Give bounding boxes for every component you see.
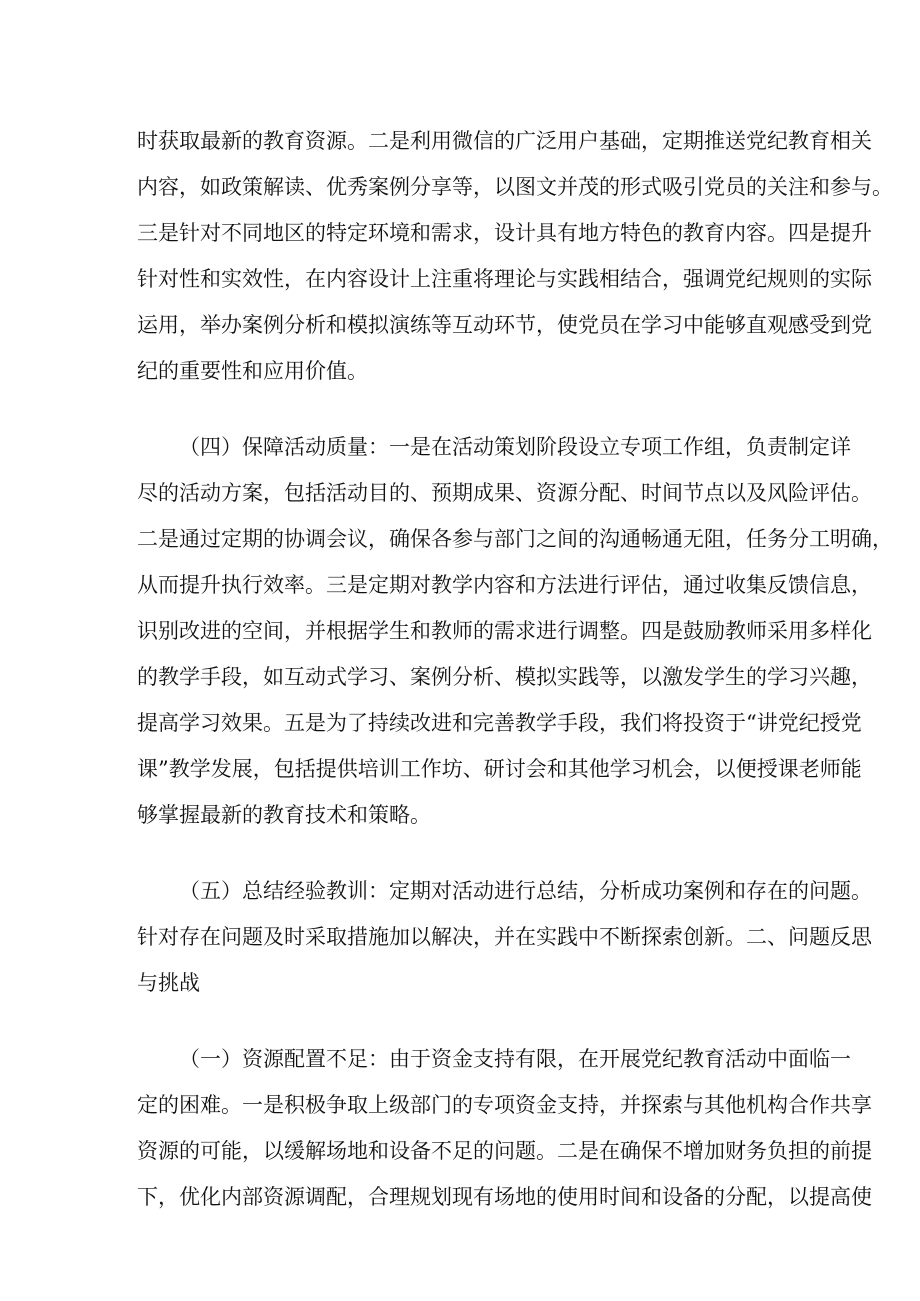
paragraph-resource-allocation [137, 1036, 872, 1220]
paragraph-gap [137, 838, 785, 868]
text-line: 提高学习效果。五是为了持续改进和完善教学手段，我们将投资于“讲党纪授党 [137, 711, 862, 735]
text-line: 尽的活动方案，包括活动目的、预期成果、资源分配、时间节点以及风险评估。 [137, 481, 872, 505]
text-line: 运用，举办案例分析和模拟演练等互动环节，使党员在学习中能够直观感受到党 [137, 313, 872, 337]
text-line: 纪的重要性和应用价值。 [137, 359, 368, 383]
document-body [137, 118, 893, 1220]
paragraph-activity-quality [137, 424, 893, 838]
text-line: 二是通过定期的协调会议，确保各参与部门之间的沟通畅通无阻，任务分工明确， [137, 527, 893, 551]
text-line: 时获取最新的教育资源。二是利用微信的广泛用户基础，定期推送党纪教育相关 [137, 129, 872, 153]
text-line: 针对存在问题及时采取措施加以解决，并在实践中不断探索创新。二、问题反思 [137, 925, 872, 949]
text-line: 够掌握最新的教育技术和策略。 [137, 803, 431, 827]
paragraph-education-resources [137, 118, 893, 394]
paragraph-gap [137, 1006, 785, 1036]
text-line: （四）保障活动质量：一是在活动策划阶段设立专项工作组，负责制定详 [179, 435, 851, 459]
paragraph-summary-lessons [137, 868, 872, 1006]
paragraph-gap [137, 394, 785, 424]
text-line: 定的困难。一是积极争取上级部门的专项资金支持，并探索与其他机构合作共享 [137, 1093, 872, 1117]
text-line: 下，优化内部资源调配，合理规划现有场地的使用时间和设备的分配，以提高使 [137, 1185, 872, 1209]
text-line: 与挑战 [137, 971, 200, 995]
text-line: 从而提升执行效率。三是定期对教学内容和方法进行评估，通过收集反馈信息， [137, 573, 872, 597]
text-line: （五）总结经验教训：定期对活动进行总结，分析成功案例和存在的问题。 [179, 879, 872, 903]
text-line: 三是针对不同地区的特定环境和需求，设计具有地方特色的教育内容。四是提升 [137, 221, 872, 245]
text-line: 针对性和实效性，在内容设计上注重将理论与实践相结合，强调党纪规则的实际 [137, 267, 872, 291]
text-line: 资源的可能，以缓解场地和设备不足的问题。二是在确保不增加财务负担的前提 [137, 1139, 872, 1163]
text-line: 课”教学发展，包括提供培训工作坊、研讨会和其他学习机会，以便授课老师能 [137, 757, 862, 781]
text-line: 内容，如政策解读、优秀案例分享等，以图文并茂的形式吸引党员的关注和参与。 [137, 175, 893, 199]
text-line: （一）资源配置不足：由于资金支持有限，在开展党纪教育活动中面临一 [179, 1047, 851, 1071]
text-line: 的教学手段，如互动式学习、案例分析、模拟实践等，以激发学生的学习兴趣， [137, 665, 872, 689]
text-line: 识别改进的空间，并根据学生和教师的需求进行调整。四是鼓励教师采用多样化 [137, 619, 872, 643]
